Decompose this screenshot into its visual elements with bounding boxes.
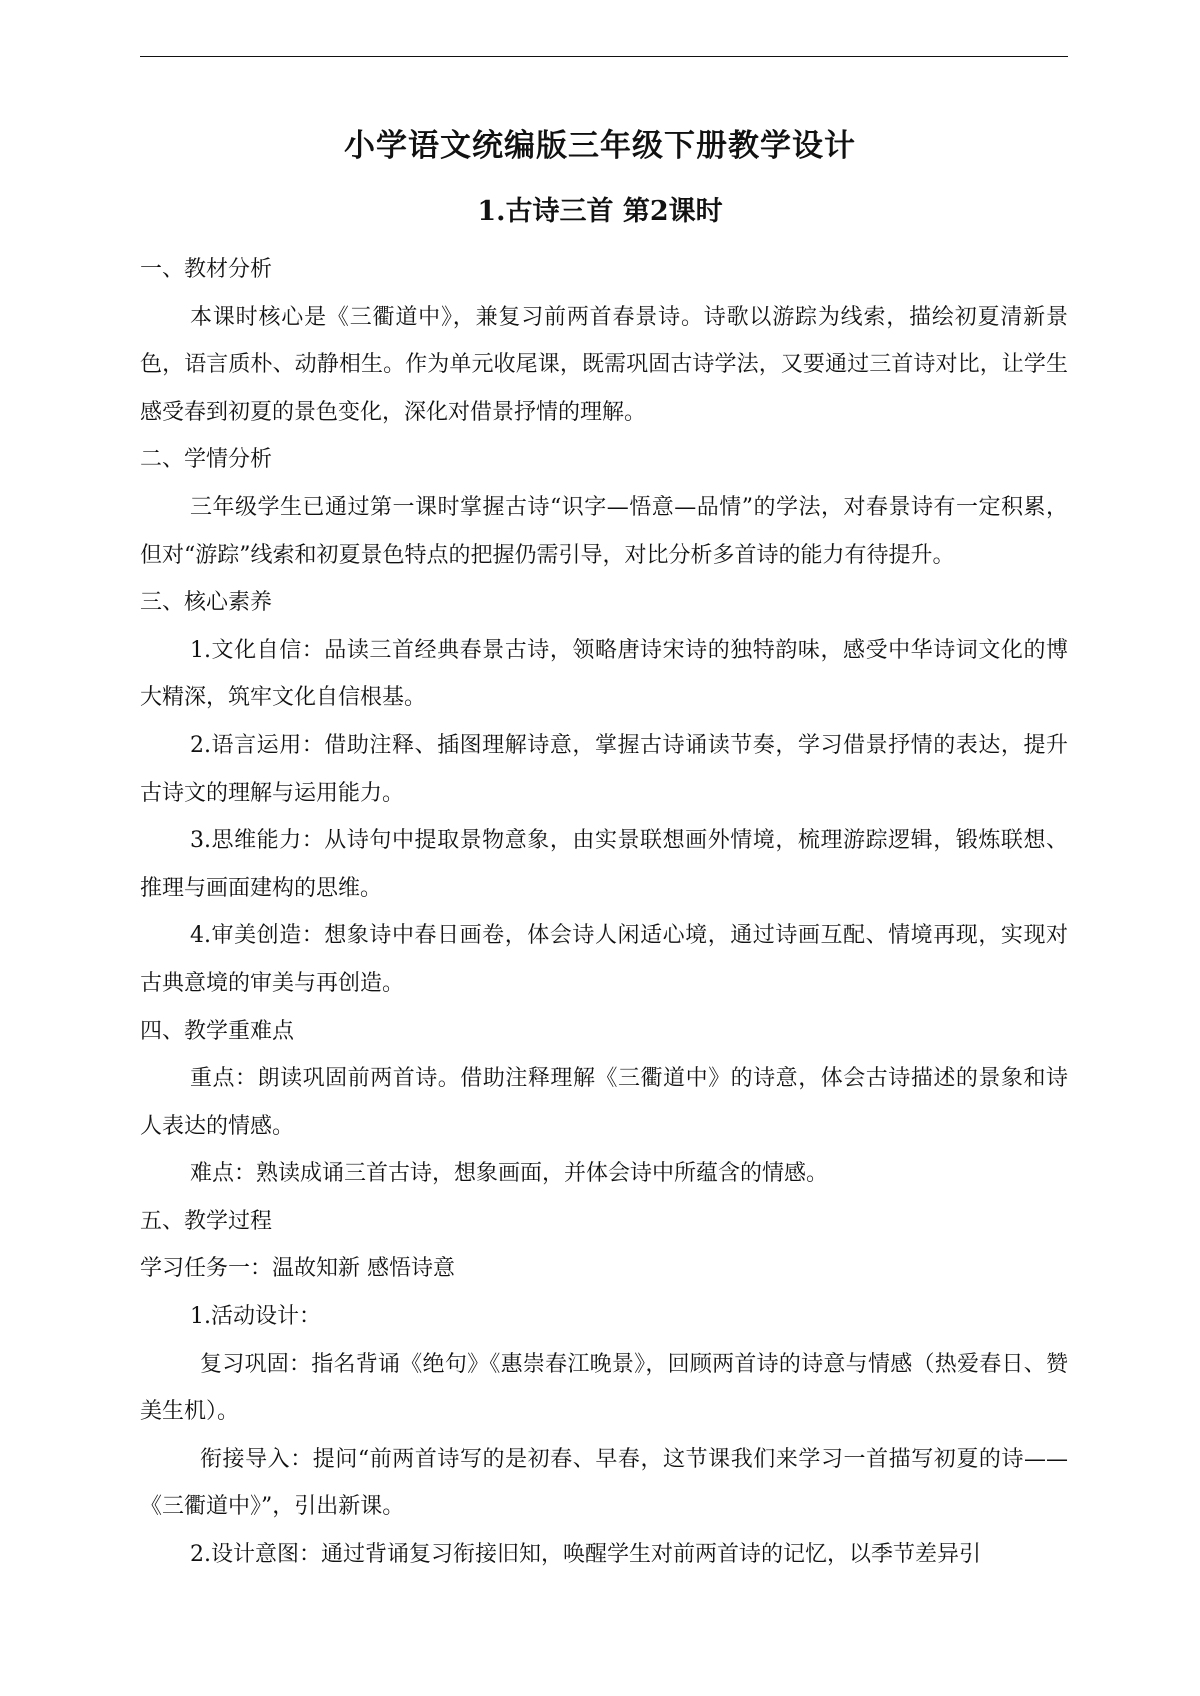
learning-task-heading: 学习任务一：温故知新 感悟诗意 xyxy=(140,1256,455,1282)
textbook-analysis-paragraph: 本课时核心是《三衢道中》，兼复习前两首春景诗。诗歌以游踪为线索，描绘初夏清新景色，语言质朴、动静相生。作为单元收尾课，既需巩固古诗学法，又要通过三首诗对比，让学生感受春到初夏的景色变化，深化对借景抒情的理解。 xyxy=(140,304,1068,425)
review-paragraph: 复习巩固：指名背诵《绝句》《惠崇春江晚景》，回顾两首诗的诗意与情感（热爱春日、赞美生机）。 xyxy=(140,1351,1068,1425)
document-title: 小学语文统编版三年级下册教学设计 xyxy=(344,128,856,164)
activity-design-label: 1.活动设计： xyxy=(190,1304,321,1330)
core-literacy-item: 4.审美创造：想象诗中春日画卷，体会诗人闲适心境，通过诗画互配、情境再现，实现对古典意境的审美与再创造。 xyxy=(140,923,1068,996)
document-body xyxy=(140,246,1068,1579)
section-heading-textbook-analysis: 一、教材分析 xyxy=(140,257,273,282)
section-heading-key-points: 四、教学重难点 xyxy=(140,1018,295,1044)
intro-paragraph: 衔接导入：提问“前两首诗写的是初春、早春，这节课我们来学习一首描写初夏的诗——《三衢道中》”，引出新课。 xyxy=(140,1446,1068,1520)
header-rule xyxy=(140,56,1068,57)
core-literacy-item: 3.思维能力：从诗句中提取景物意象，由实景联想画外情境，梳理游踪逻辑，锻炼联想、推理与画面建构的思维。 xyxy=(140,828,1068,901)
design-intent-paragraph: 2.设计意图：通过背诵复习衔接旧知，唤醒学生对前两首诗的记忆，以季节差异引 xyxy=(190,1542,981,1568)
difficult-point-paragraph: 难点：熟读成诵三首古诗，想象画面，并体会诗中所蕴含的情感。 xyxy=(190,1161,829,1187)
section-heading-student-analysis: 二、学情分析 xyxy=(140,447,273,473)
key-point-paragraph: 重点：朗读巩固前两首诗。借助注释理解《三衢道中》的诗意，体会古诗描述的景象和诗人表达的情感。 xyxy=(140,1066,1068,1139)
lesson-subtitle: 1.古诗三首 第2课时 xyxy=(477,196,723,227)
student-analysis-paragraph: 三年级学生已通过第一课时掌握古诗“识字—悟意—品情”的学法，对春景诗有一定积累，但对“游踪”线索和初夏景色特点的把握仍需引导，对比分析多首诗的能力有待提升。 xyxy=(140,494,1068,568)
section-heading-teaching-process: 五、教学过程 xyxy=(140,1208,273,1234)
core-literacy-item: 1.文化自信：品读三首经典春景古诗，领略唐诗宋诗的独特韵味，感受中华诗词文化的博大精深，筑牢文化自信根基。 xyxy=(140,637,1068,711)
section-heading-core-literacy: 三、核心素养 xyxy=(140,590,273,616)
core-literacy-item: 2.语言运用：借助注释、插图理解诗意，掌握古诗诵读节奏，学习借景抒情的表达，提升古诗文的理解与运用能力。 xyxy=(140,732,1068,806)
